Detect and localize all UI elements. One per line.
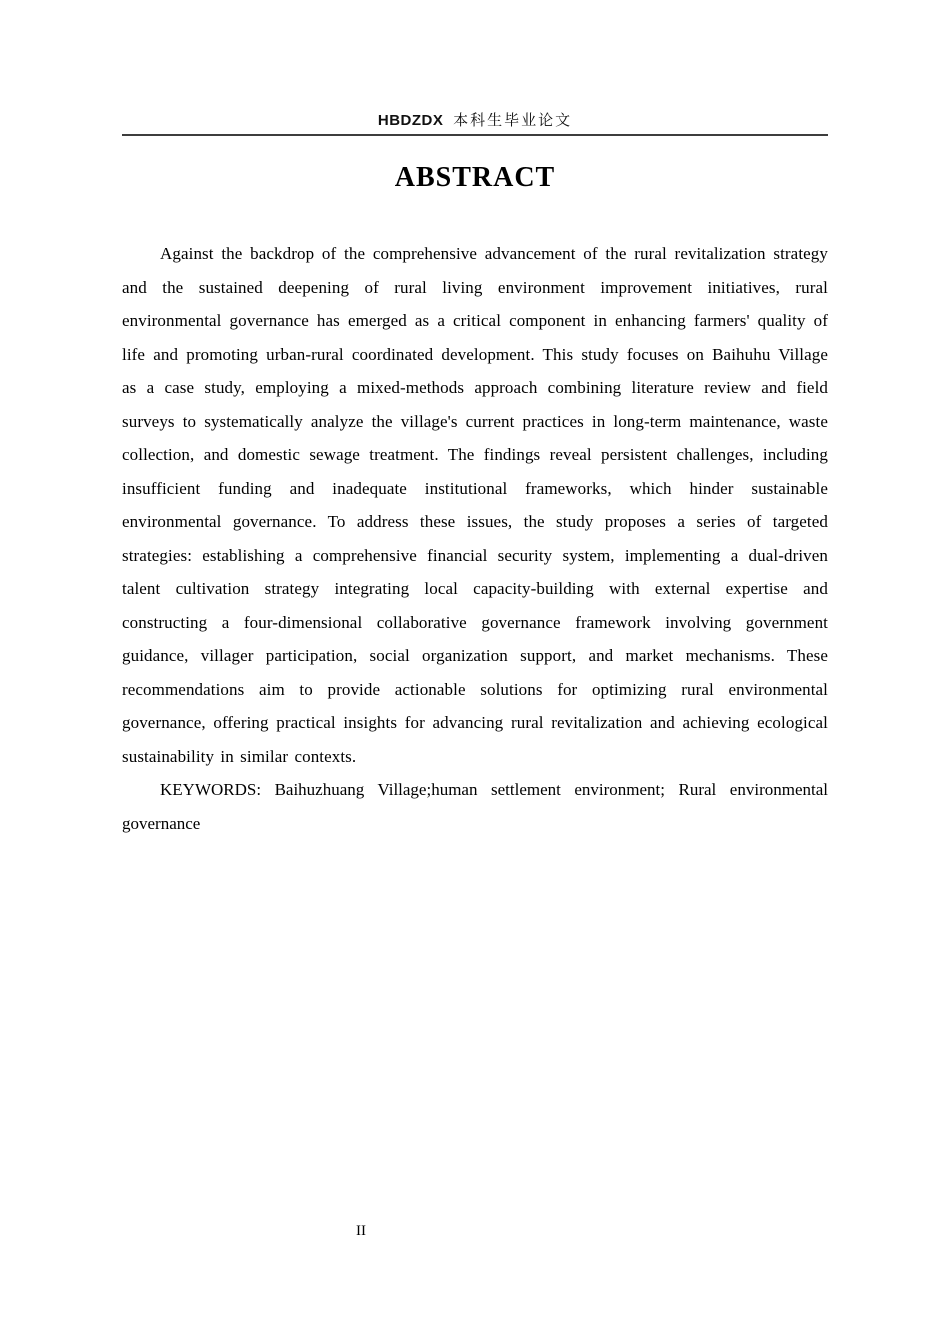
running-header-chinese: 本科生毕业论文 (453, 113, 573, 129)
keywords-paragraph: KEYWORDS: Baihuzhuang Village;human settlement environment; Rural environmental governance (122, 780, 828, 833)
abstract-paragraph: Against the backdrop of the comprehensive advancement of the rural revitalization strategy and the sustained deepening of rural living environment improvement initiatives, rural environmental governance has emerged as a critical component in enhancing farmers' quality of life and promoting urban-rural coordinated development. This study focuses on Baihuhu Village as a case study, employing a mixed-methods approach combining literature review and field surveys to systematically analyze the village's current practices in long-term maintenance, waste collection, and domestic sewage treatment. The findings reveal persistent challenges, including insufficient funding and inadequate institutional frameworks, which hinder sustainable environmental governance. To address these issues, the study proposes a series of targeted strategies: establishing a comprehensive financial security system, implementing a dual-driven talent cultivation strategy integrating local capacity-building with external expertise and constructing a four-dimensional collaborative governance framework involving government guidance, villager participation, social organization support, and market mechanisms. These recommendations aim to provide actionable solutions for optimizing rural environmental governance, offering practical insights for advancing rural revitalization and achieving ecological sustainability in similar contexts. (122, 244, 828, 766)
abstract-content (122, 237, 828, 840)
page-title: ABSTRACT (394, 162, 556, 193)
running-header-code: HBDZDX (377, 112, 444, 129)
running-header (122, 110, 828, 136)
page-number: II (356, 1223, 366, 1239)
